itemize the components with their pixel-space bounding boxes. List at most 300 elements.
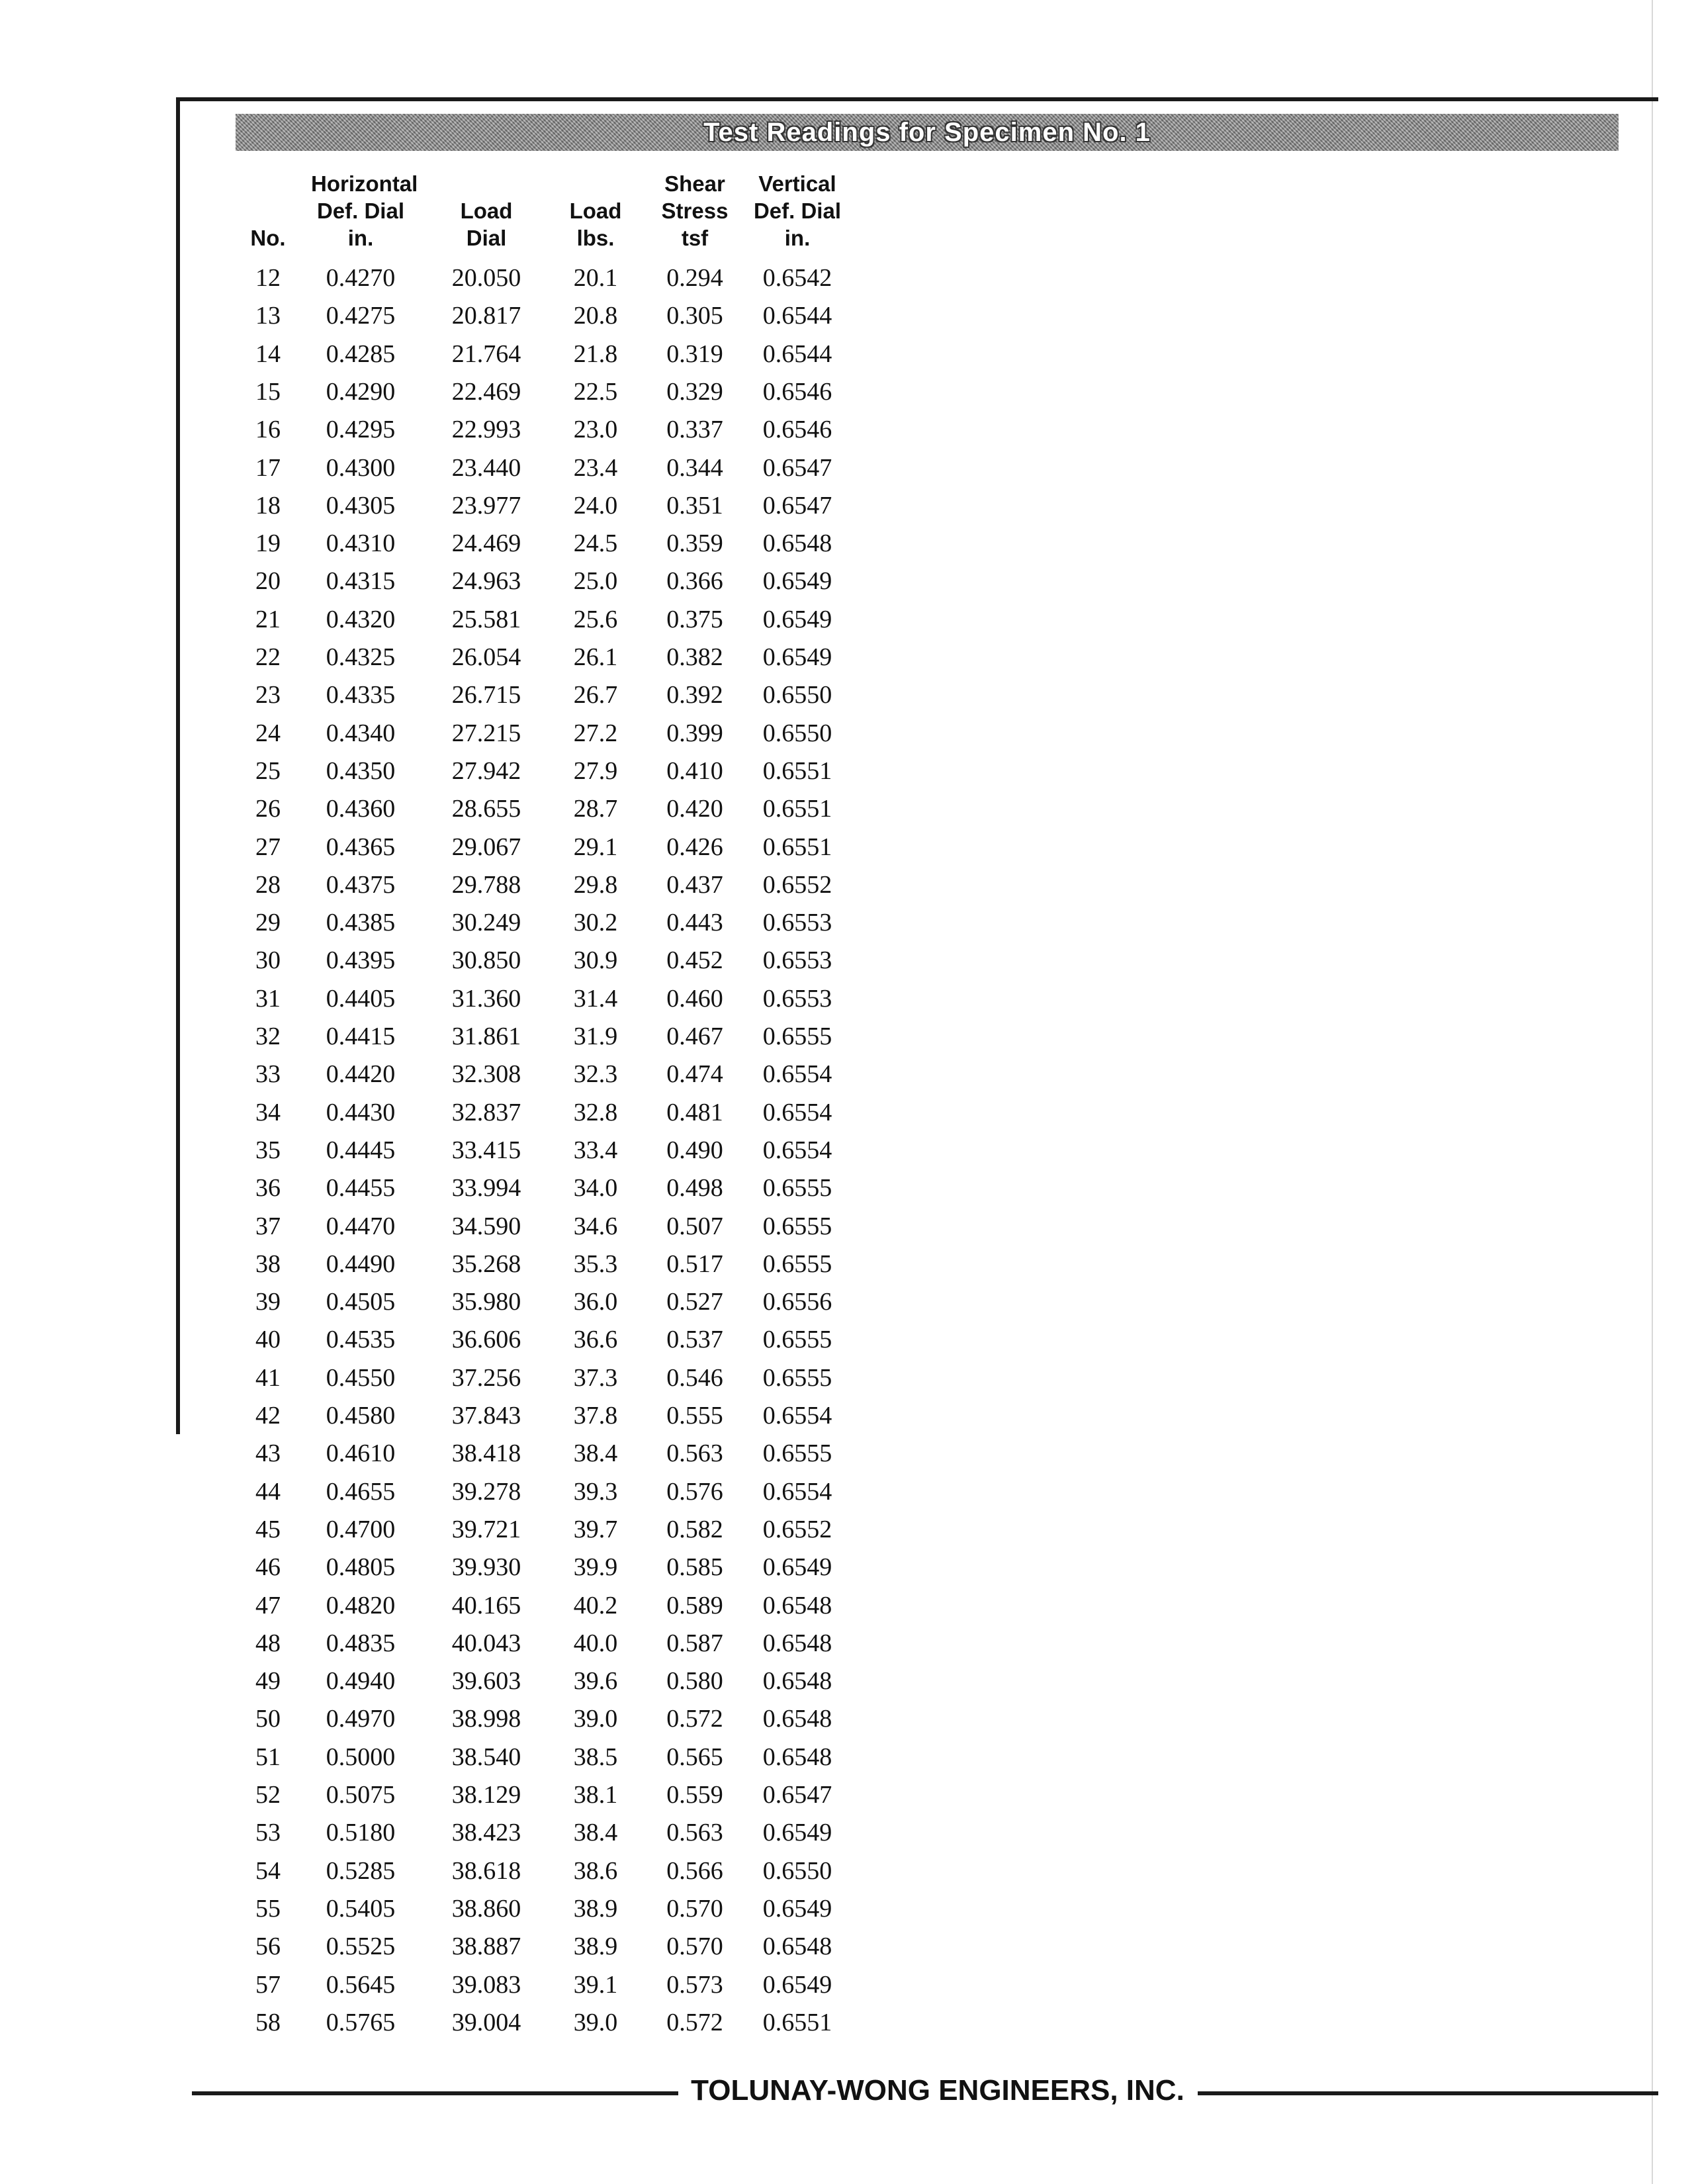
cell-vertical-def: 0.6547 [762, 453, 832, 482]
table-row [0, 1473, 926, 1511]
cell-load-lbs: 26.7 [573, 681, 618, 709]
cell-load-lbs: 23.0 [573, 416, 618, 444]
cell-vertical-def: 0.6549 [762, 1553, 832, 1582]
cell-vertical-def: 0.6542 [762, 264, 832, 292]
table-row [0, 676, 926, 714]
cell-shear-stress: 0.563 [666, 1439, 723, 1468]
cell-load-dial: 29.067 [451, 833, 521, 861]
cell-load-lbs: 32.8 [573, 1098, 618, 1126]
cell-vertical-def: 0.6551 [762, 2008, 832, 2036]
cell-shear-stress: 0.559 [666, 1781, 723, 1809]
cell-load-lbs: 25.0 [573, 567, 618, 596]
cell-vertical-def: 0.6549 [762, 605, 832, 633]
cell-vertical-def: 0.6547 [762, 1781, 832, 1809]
cell-load-dial: 36.606 [451, 1326, 521, 1354]
cell-shear-stress: 0.573 [666, 1970, 723, 1999]
cell-shear-stress: 0.375 [666, 605, 723, 633]
cell-load-lbs: 36.6 [573, 1326, 618, 1354]
cell-load-dial: 22.469 [451, 377, 521, 406]
cell-load-lbs: 20.1 [573, 264, 618, 292]
cell-horizontal-def: 0.4490 [326, 1250, 396, 1278]
header-no: No. [250, 226, 286, 250]
cell-shear-stress: 0.507 [666, 1212, 723, 1240]
cell-horizontal-def: 0.4385 [326, 909, 396, 937]
cell-no: 33 [255, 1060, 281, 1089]
cell-vertical-def: 0.6553 [762, 984, 832, 1013]
cell-vertical-def: 0.6552 [762, 870, 832, 899]
cell-vertical-def: 0.6544 [762, 302, 832, 330]
cell-vertical-def: 0.6549 [762, 1970, 832, 1999]
cell-horizontal-def: 0.5285 [326, 1856, 396, 1885]
table-row [0, 336, 926, 373]
cell-horizontal-def: 0.4405 [326, 984, 396, 1013]
cell-no: 45 [255, 1515, 281, 1543]
cell-load-lbs: 37.3 [573, 1363, 618, 1392]
cell-load-dial: 20.050 [451, 264, 521, 292]
cell-load-dial: 39.930 [451, 1553, 521, 1582]
cell-vertical-def: 0.6549 [762, 1819, 832, 1847]
cell-no: 27 [255, 833, 281, 861]
cell-horizontal-def: 0.4275 [326, 302, 396, 330]
cell-no: 35 [255, 1136, 281, 1164]
cell-no: 14 [255, 340, 281, 368]
cell-load-lbs: 37.8 [573, 1402, 618, 1430]
cell-load-lbs: 39.3 [573, 1477, 618, 1506]
cell-vertical-def: 0.6555 [762, 1250, 832, 1278]
cell-load-dial: 38.860 [451, 1894, 521, 1923]
cell-load-lbs: 38.6 [573, 1856, 618, 1885]
cell-load-lbs: 20.8 [573, 302, 618, 330]
table-row [0, 1169, 926, 1207]
cell-shear-stress: 0.329 [666, 377, 723, 406]
cell-load-dial: 39.083 [451, 1970, 521, 1999]
table-row [0, 525, 926, 563]
table-row [0, 1359, 926, 1397]
cell-shear-stress: 0.582 [666, 1515, 723, 1543]
cell-shear-stress: 0.527 [666, 1288, 723, 1316]
cell-no: 18 [255, 491, 281, 520]
cell-shear-stress: 0.490 [666, 1136, 723, 1164]
cell-load-dial: 37.256 [451, 1363, 521, 1392]
cell-load-dial: 39.721 [451, 1515, 521, 1543]
cell-load-dial: 40.043 [451, 1629, 521, 1657]
cell-no: 47 [255, 1591, 281, 1619]
cell-load-lbs: 40.0 [573, 1629, 618, 1657]
table-row [0, 1852, 926, 1890]
cell-horizontal-def: 0.4375 [326, 870, 396, 899]
table-row [0, 866, 926, 904]
frame-bottom-rule-right [1198, 2091, 1658, 2095]
cell-vertical-def: 0.6549 [762, 643, 832, 671]
cell-horizontal-def: 0.4580 [326, 1402, 396, 1430]
cell-vertical-def: 0.6554 [762, 1477, 832, 1506]
cell-horizontal-def: 0.4395 [326, 946, 396, 975]
cell-load-lbs: 39.0 [573, 1705, 618, 1733]
cell-load-lbs: 40.2 [573, 1591, 618, 1619]
cell-load-dial: 25.581 [451, 605, 521, 633]
cell-no: 43 [255, 1439, 281, 1468]
cell-vertical-def: 0.6546 [762, 377, 832, 406]
cell-horizontal-def: 0.5000 [326, 1743, 396, 1771]
cell-horizontal-def: 0.4535 [326, 1326, 396, 1354]
table-row [0, 942, 926, 979]
cell-vertical-def: 0.6549 [762, 567, 832, 596]
cell-horizontal-def: 0.4420 [326, 1060, 396, 1089]
table-row [0, 1246, 926, 1283]
cell-no: 28 [255, 870, 281, 899]
cell-load-lbs: 38.1 [573, 1781, 618, 1809]
cell-load-dial: 38.129 [451, 1781, 521, 1809]
cell-vertical-def: 0.6555 [762, 1326, 832, 1354]
cell-load-lbs: 22.5 [573, 377, 618, 406]
cell-no: 42 [255, 1402, 281, 1430]
cell-vertical-def: 0.6548 [762, 1705, 832, 1733]
header-horizontal-def-dial: Horizontal Def. Dial in. [311, 171, 418, 250]
table-row [0, 1397, 926, 1435]
cell-shear-stress: 0.576 [666, 1477, 723, 1506]
cell-no: 30 [255, 946, 281, 975]
cell-load-lbs: 38.4 [573, 1439, 618, 1468]
cell-load-dial: 35.268 [451, 1250, 521, 1278]
cell-shear-stress: 0.319 [666, 340, 723, 368]
cell-horizontal-def: 0.4340 [326, 719, 396, 747]
cell-load-lbs: 36.0 [573, 1288, 618, 1316]
cell-vertical-def: 0.6548 [762, 1933, 832, 1961]
cell-no: 40 [255, 1326, 281, 1354]
cell-no: 48 [255, 1629, 281, 1657]
table-row [0, 1056, 926, 1093]
cell-load-dial: 35.980 [451, 1288, 521, 1316]
cell-vertical-def: 0.6554 [762, 1136, 832, 1164]
cell-load-dial: 33.994 [451, 1174, 521, 1203]
cell-no: 41 [255, 1363, 281, 1392]
cell-shear-stress: 0.305 [666, 302, 723, 330]
cell-shear-stress: 0.344 [666, 453, 723, 482]
cell-load-lbs: 38.9 [573, 1933, 618, 1961]
cell-load-lbs: 28.7 [573, 795, 618, 823]
table-row [0, 829, 926, 866]
cell-vertical-def: 0.6548 [762, 1667, 832, 1696]
table-row [0, 1018, 926, 1056]
cell-load-dial: 27.215 [451, 719, 521, 747]
cell-load-dial: 21.764 [451, 340, 521, 368]
cell-no: 36 [255, 1174, 281, 1203]
table-row [0, 1094, 926, 1132]
cell-no: 58 [255, 2008, 281, 2036]
header-shear-stress: Shear Stress tsf [661, 171, 729, 250]
cell-shear-stress: 0.481 [666, 1098, 723, 1126]
table-row [0, 904, 926, 942]
cell-shear-stress: 0.399 [666, 719, 723, 747]
cell-load-dial: 23.440 [451, 453, 521, 482]
cell-no: 49 [255, 1667, 281, 1696]
cell-horizontal-def: 0.4505 [326, 1288, 396, 1316]
cell-load-dial: 39.278 [451, 1477, 521, 1506]
cell-load-dial: 20.817 [451, 302, 521, 330]
cell-load-dial: 28.655 [451, 795, 521, 823]
cell-vertical-def: 0.6552 [762, 1515, 832, 1543]
cell-load-lbs: 30.9 [573, 946, 618, 975]
cell-load-lbs: 38.4 [573, 1819, 618, 1847]
cell-no: 31 [255, 984, 281, 1013]
table-row [0, 1700, 926, 1738]
cell-no: 21 [255, 605, 281, 633]
cell-shear-stress: 0.474 [666, 1060, 723, 1089]
cell-horizontal-def: 0.4655 [326, 1477, 396, 1506]
cell-shear-stress: 0.294 [666, 264, 723, 292]
frame-bottom-rule-left [192, 2091, 678, 2095]
table-row [0, 715, 926, 752]
cell-horizontal-def: 0.5765 [326, 2008, 396, 2036]
cell-no: 53 [255, 1819, 281, 1847]
cell-horizontal-def: 0.4455 [326, 1174, 396, 1203]
cell-horizontal-def: 0.5525 [326, 1933, 396, 1961]
cell-horizontal-def: 0.4300 [326, 453, 396, 482]
cell-load-dial: 26.715 [451, 681, 521, 709]
cell-shear-stress: 0.410 [666, 756, 723, 785]
cell-load-lbs: 39.9 [573, 1553, 618, 1582]
table-row [0, 1890, 926, 1928]
cell-load-lbs: 30.2 [573, 909, 618, 937]
cell-vertical-def: 0.6554 [762, 1060, 832, 1089]
cell-horizontal-def: 0.4315 [326, 567, 396, 596]
cell-load-lbs: 39.1 [573, 1970, 618, 1999]
cell-no: 23 [255, 681, 281, 709]
cell-load-dial: 23.977 [451, 491, 521, 520]
cell-load-dial: 26.054 [451, 643, 521, 671]
table-row [0, 1776, 926, 1814]
cell-shear-stress: 0.359 [666, 529, 723, 558]
cell-shear-stress: 0.589 [666, 1591, 723, 1619]
cell-no: 37 [255, 1212, 281, 1240]
cell-no: 32 [255, 1023, 281, 1050]
cell-no: 22 [255, 643, 281, 671]
cell-shear-stress: 0.351 [666, 491, 723, 520]
table-row [0, 1549, 926, 1586]
cell-horizontal-def: 0.4610 [326, 1439, 396, 1468]
cell-horizontal-def: 0.4700 [326, 1515, 396, 1543]
cell-shear-stress: 0.537 [666, 1326, 723, 1354]
cell-vertical-def: 0.6556 [762, 1288, 832, 1316]
cell-vertical-def: 0.6555 [762, 1174, 832, 1203]
table-row [0, 1662, 926, 1700]
cell-horizontal-def: 0.4360 [326, 795, 396, 823]
cell-load-dial: 39.603 [451, 1667, 521, 1696]
cell-shear-stress: 0.498 [666, 1174, 723, 1203]
cell-load-dial: 34.590 [451, 1212, 521, 1240]
cell-no: 15 [255, 377, 281, 406]
cell-no: 19 [255, 529, 281, 558]
cell-shear-stress: 0.580 [666, 1667, 723, 1696]
cell-shear-stress: 0.555 [666, 1402, 723, 1430]
cell-horizontal-def: 0.4320 [326, 605, 396, 633]
cell-no: 44 [255, 1477, 281, 1506]
cell-shear-stress: 0.570 [666, 1894, 723, 1923]
frame-top-rule [176, 97, 1658, 101]
table-row [0, 1928, 926, 1966]
table-row [0, 1625, 926, 1662]
cell-no: 56 [255, 1933, 281, 1961]
cell-shear-stress: 0.337 [666, 416, 723, 444]
cell-vertical-def: 0.6547 [762, 491, 832, 520]
cell-load-dial: 38.540 [451, 1743, 521, 1771]
cell-load-lbs: 24.5 [573, 529, 618, 558]
cell-vertical-def: 0.6546 [762, 416, 832, 444]
cell-horizontal-def: 0.4295 [326, 416, 396, 444]
cell-load-lbs: 29.1 [573, 833, 618, 861]
cell-load-lbs: 27.9 [573, 756, 618, 785]
cell-shear-stress: 0.546 [666, 1363, 723, 1392]
cell-vertical-def: 0.6555 [762, 1439, 832, 1468]
cell-horizontal-def: 0.4305 [326, 491, 396, 520]
table-row [0, 1739, 926, 1776]
cell-load-dial: 31.861 [451, 1023, 521, 1050]
cell-shear-stress: 0.585 [666, 1553, 723, 1582]
cell-horizontal-def: 0.4970 [326, 1705, 396, 1733]
cell-load-dial: 33.415 [451, 1136, 521, 1164]
table-row [0, 373, 926, 411]
cell-horizontal-def: 0.4285 [326, 340, 396, 368]
cell-shear-stress: 0.382 [666, 643, 723, 671]
cell-shear-stress: 0.587 [666, 1629, 723, 1657]
cell-load-lbs: 39.7 [573, 1515, 618, 1543]
cell-vertical-def: 0.6551 [762, 795, 832, 823]
cell-shear-stress: 0.392 [666, 681, 723, 709]
cell-shear-stress: 0.517 [666, 1250, 723, 1278]
table-row [0, 1511, 926, 1549]
table-row [0, 563, 926, 600]
cell-load-lbs: 26.1 [573, 643, 618, 671]
table-row [0, 487, 926, 525]
cell-horizontal-def: 0.4335 [326, 681, 396, 709]
cell-shear-stress: 0.426 [666, 833, 723, 861]
cell-no: 20 [255, 567, 281, 596]
table-row [0, 1966, 926, 2004]
cell-vertical-def: 0.6548 [762, 1591, 832, 1619]
cell-shear-stress: 0.366 [666, 567, 723, 596]
cell-load-dial: 22.993 [451, 416, 521, 444]
cell-no: 24 [255, 719, 281, 747]
cell-vertical-def: 0.6554 [762, 1098, 832, 1126]
cell-no: 50 [255, 1705, 281, 1733]
table-row [0, 980, 926, 1018]
cell-vertical-def: 0.6544 [762, 340, 832, 368]
cell-horizontal-def: 0.4415 [326, 1023, 396, 1050]
cell-load-lbs: 24.0 [573, 491, 618, 520]
table-row [0, 1587, 926, 1625]
table-row [0, 297, 926, 335]
cell-horizontal-def: 0.5180 [326, 1819, 396, 1847]
cell-vertical-def: 0.6551 [762, 833, 832, 861]
header-vertical-def-dial: Vertical Def. Dial in. [753, 171, 842, 250]
table-row [0, 1283, 926, 1321]
cell-load-dial: 29.788 [451, 870, 521, 899]
cell-shear-stress: 0.467 [666, 1023, 723, 1050]
cell-vertical-def: 0.6549 [762, 1894, 832, 1923]
cell-load-dial: 32.837 [451, 1098, 521, 1126]
cell-vertical-def: 0.6555 [762, 1363, 832, 1392]
cell-vertical-def: 0.6550 [762, 1856, 832, 1885]
cell-no: 57 [255, 1970, 281, 1999]
cell-vertical-def: 0.6548 [762, 1743, 832, 1771]
cell-shear-stress: 0.443 [666, 909, 723, 937]
cell-vertical-def: 0.6548 [762, 529, 832, 558]
cell-load-dial: 38.618 [451, 1856, 521, 1885]
table-row [0, 259, 926, 297]
cell-load-lbs: 39.6 [573, 1667, 618, 1696]
header-load-lbs: Load lbs. [569, 199, 622, 250]
cell-no: 26 [255, 795, 281, 823]
cell-load-lbs: 38.9 [573, 1894, 618, 1923]
footer-company-name: TOLUNAY-WONG ENGINEERS, INC. [691, 2074, 1184, 2107]
cell-load-lbs: 35.3 [573, 1250, 618, 1278]
cell-load-lbs: 32.3 [573, 1060, 618, 1089]
cell-horizontal-def: 0.4350 [326, 756, 396, 785]
cell-load-dial: 30.850 [451, 946, 521, 975]
cell-no: 12 [255, 264, 281, 292]
cell-vertical-def: 0.6551 [762, 756, 832, 785]
cell-shear-stress: 0.572 [666, 1705, 723, 1733]
page-edge-line [1652, 0, 1653, 2184]
cell-shear-stress: 0.460 [666, 984, 723, 1013]
cell-load-lbs: 38.5 [573, 1743, 618, 1771]
cell-load-lbs: 27.2 [573, 719, 618, 747]
cell-vertical-def: 0.6553 [762, 909, 832, 937]
cell-horizontal-def: 0.4270 [326, 264, 396, 292]
table-row [0, 411, 926, 449]
cell-horizontal-def: 0.4820 [326, 1591, 396, 1619]
cell-horizontal-def: 0.4940 [326, 1667, 396, 1696]
table-row [0, 1435, 926, 1473]
cell-horizontal-def: 0.4365 [326, 833, 396, 861]
cell-load-dial: 38.887 [451, 1933, 521, 1961]
table-row [0, 752, 926, 790]
cell-no: 38 [255, 1250, 281, 1278]
cell-no: 39 [255, 1288, 281, 1316]
table-row [0, 449, 926, 487]
cell-shear-stress: 0.437 [666, 870, 723, 899]
cell-no: 34 [255, 1098, 281, 1126]
cell-load-lbs: 34.6 [573, 1212, 618, 1240]
cell-horizontal-def: 0.4445 [326, 1136, 396, 1164]
cell-load-lbs: 33.4 [573, 1136, 618, 1164]
cell-shear-stress: 0.565 [666, 1743, 723, 1771]
cell-vertical-def: 0.6553 [762, 946, 832, 975]
cell-horizontal-def: 0.4430 [326, 1098, 396, 1126]
table-row [0, 790, 926, 828]
cell-vertical-def: 0.6555 [762, 1212, 832, 1240]
cell-no: 16 [255, 416, 281, 444]
cell-vertical-def: 0.6548 [762, 1629, 832, 1657]
cell-load-lbs: 34.0 [573, 1174, 618, 1203]
table-header [0, 165, 926, 251]
cell-load-dial: 27.942 [451, 756, 521, 785]
table-row [0, 639, 926, 676]
cell-shear-stress: 0.452 [666, 946, 723, 975]
cell-no: 46 [255, 1553, 281, 1582]
cell-load-lbs: 25.6 [573, 605, 618, 633]
cell-load-dial: 39.004 [451, 2008, 521, 2036]
cell-horizontal-def: 0.5645 [326, 1970, 396, 1999]
cell-vertical-def: 0.6555 [762, 1023, 832, 1050]
cell-no: 13 [255, 302, 281, 330]
table-row [0, 1321, 926, 1359]
cell-load-lbs: 39.0 [573, 2008, 618, 2036]
cell-vertical-def: 0.6550 [762, 681, 832, 709]
cell-vertical-def: 0.6554 [762, 1402, 832, 1430]
cell-horizontal-def: 0.4470 [326, 1212, 396, 1240]
cell-shear-stress: 0.420 [666, 795, 723, 823]
